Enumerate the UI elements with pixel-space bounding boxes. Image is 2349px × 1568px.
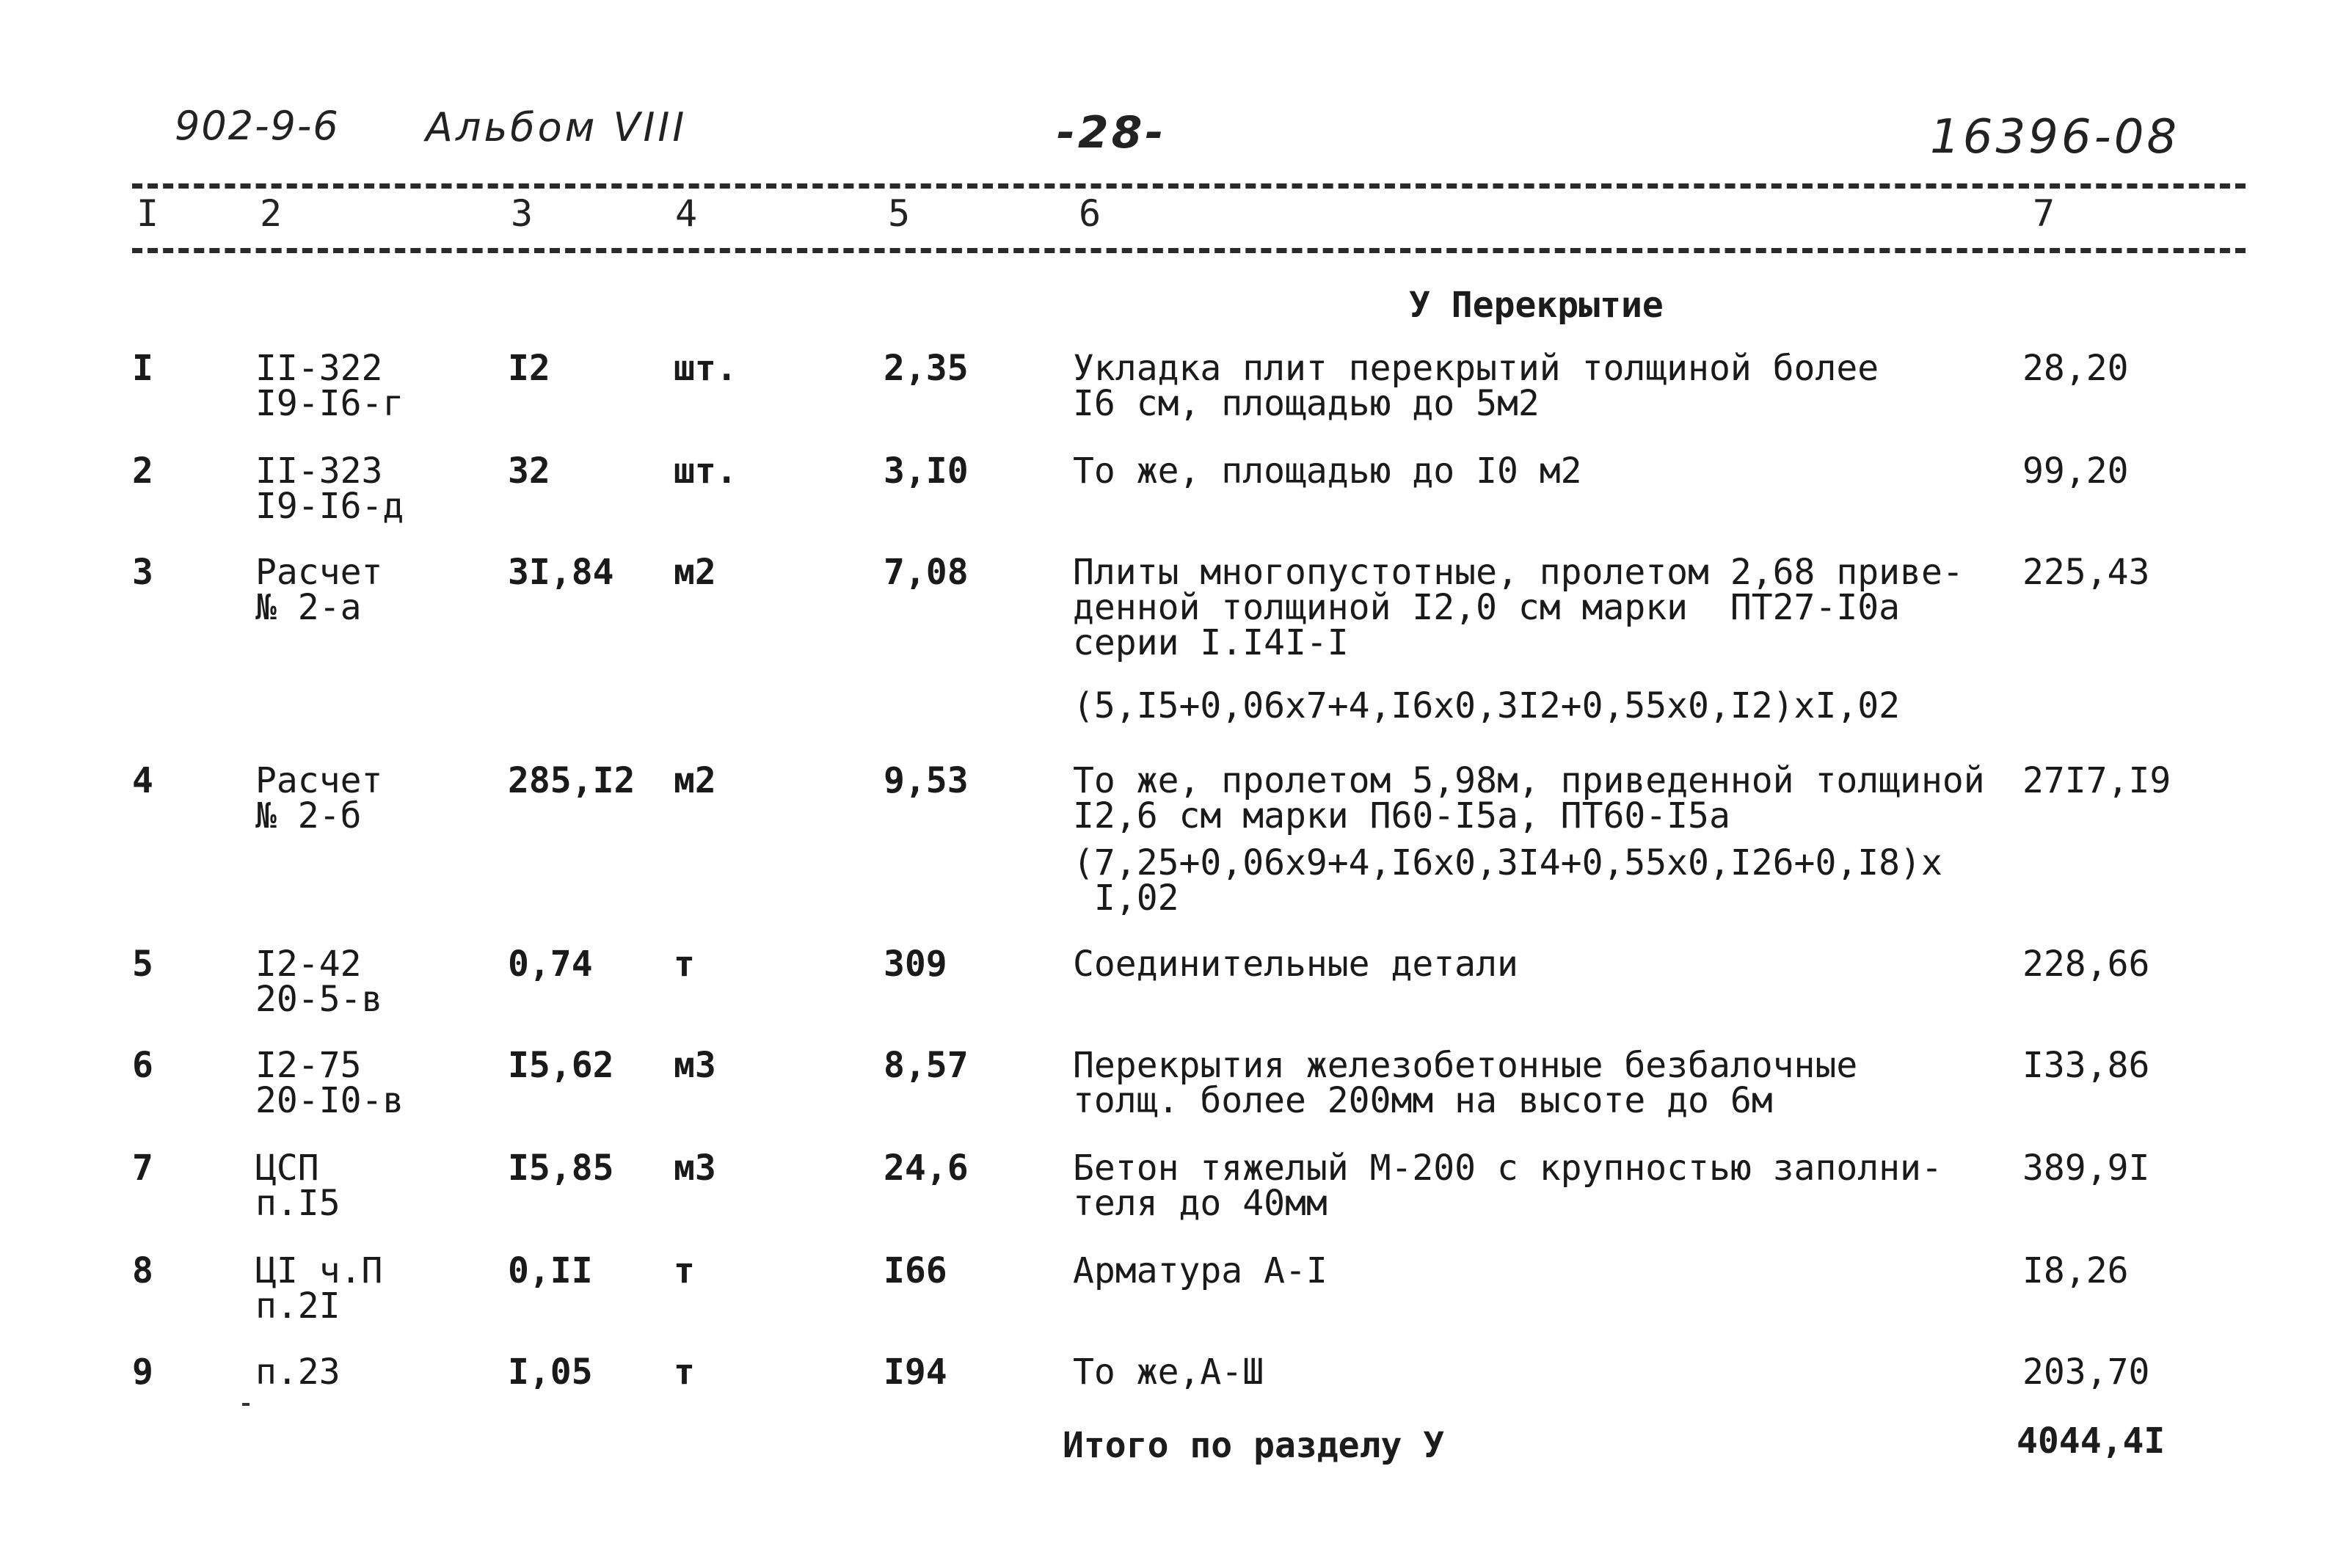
quantity: I2: [508, 348, 550, 389]
row-number: 8: [132, 1250, 153, 1291]
unit: т: [674, 1352, 695, 1393]
unit: м2: [674, 552, 716, 593]
unit-price: 2,35: [884, 348, 969, 389]
column-header-4: 4: [675, 192, 698, 235]
row-total: 228,66: [2022, 944, 2150, 985]
work-description: То же, площадью до I0 м2: [1073, 451, 1582, 492]
work-description: То же, пролетом 5,98м, приведенной толщиной I2,6 см марки П60-I5а, ПТ60-I5а: [1073, 760, 1985, 836]
column-header-6: 6: [1079, 192, 1101, 235]
total-value: 4044,4I: [2017, 1421, 2166, 1462]
unit-price: I94: [884, 1352, 947, 1393]
unit: шт.: [674, 348, 738, 389]
norm-code: ЦI ч.П п.2I: [255, 1250, 383, 1327]
row-number: 6: [132, 1045, 153, 1086]
calc-formula: (7,25+0,06х9+4,I6х0,3I4+0,55х0,I26+0,I8)х I,02: [1073, 842, 1942, 919]
calc-formula: (5,I5+0,06х7+4,I6х0,3I2+0,55х0,I2)хI,02: [1073, 685, 1901, 726]
row-total: 203,70: [2022, 1352, 2150, 1393]
norm-code: I2-75 20-I0-в: [255, 1045, 404, 1121]
row-total: 225,43: [2022, 552, 2150, 593]
quantity: I5,62: [508, 1045, 614, 1086]
page-number: -28-: [1057, 107, 1167, 158]
column-header-2: 2: [260, 192, 283, 235]
column-header-1: I: [136, 192, 159, 235]
work-description: Плиты многопустотные, пролетом 2,68 приве- денной толщиной I2,0 см марки ПТ27-I0а серии I.I4I-I: [1073, 552, 1964, 663]
work-description: Бетон тяжелый М-200 с крупностью заполни- теля до 40мм: [1073, 1148, 1942, 1224]
row-total: 99,20: [2022, 451, 2129, 492]
quantity: 3I,84: [508, 552, 614, 593]
norm-code: II-323 I9-I6-д: [255, 451, 404, 527]
header-rule-top: [132, 183, 2246, 189]
quantity: 0,II: [508, 1250, 593, 1291]
album-label: Альбом VIII: [426, 104, 688, 150]
quantity: 0,74: [508, 944, 593, 985]
document-number: 16396-08: [1930, 110, 2180, 164]
unit-price: 7,08: [884, 552, 969, 593]
work-description: Перекрытия железобетонные безбалочные толщ. более 200мм на высоте до 6м: [1073, 1045, 1858, 1121]
row-total: 27I7,I9: [2022, 760, 2171, 801]
document-code: 902-9-6: [175, 103, 340, 149]
unit: шт.: [674, 451, 738, 492]
row-number: 3: [132, 552, 153, 593]
norm-code: II-322 I9-I6-г: [255, 348, 404, 424]
unit-price: 309: [884, 944, 947, 985]
unit: м3: [674, 1045, 716, 1086]
quantity: 32: [508, 451, 550, 492]
row-total: I33,86: [2022, 1045, 2150, 1086]
unit: м3: [674, 1148, 716, 1189]
work-description: Арматура А-I: [1073, 1250, 1328, 1291]
row-total: 389,9I: [2022, 1148, 2150, 1189]
unit-price: 9,53: [884, 760, 969, 801]
unit-price: 24,6: [884, 1148, 969, 1189]
row-number: 5: [132, 944, 153, 985]
quantity: I5,85: [508, 1148, 614, 1189]
work-description: Соединительные детали: [1073, 944, 1518, 985]
row-total: I8,26: [2022, 1250, 2129, 1291]
ink-mark: [242, 1403, 250, 1406]
row-number: 4: [132, 760, 153, 801]
header-rule-bottom: [132, 248, 2246, 253]
row-number: 9: [132, 1352, 153, 1393]
work-description: То же,А-Ш: [1073, 1352, 1264, 1393]
norm-code: Расчет № 2-б: [255, 760, 383, 836]
norm-code: ЦСП п.I5: [255, 1148, 340, 1224]
norm-code: I2-42 20-5-в: [255, 944, 383, 1020]
row-number: I: [132, 348, 153, 389]
row-number: 2: [132, 451, 153, 492]
column-header-7: 7: [2033, 192, 2055, 235]
row-number: 7: [132, 1148, 153, 1189]
work-description: Укладка плит перекрытий толщиной более I6 см, площадью до 5м2: [1073, 348, 1879, 424]
norm-code: п.23: [255, 1352, 340, 1393]
quantity: I,05: [508, 1352, 593, 1393]
total-label: Итого по разделу У: [1063, 1425, 1445, 1466]
section-title: У Перекрытие: [1409, 285, 1664, 326]
unit-price: 3,I0: [884, 451, 969, 492]
unit-price: 8,57: [884, 1045, 969, 1086]
column-header-3: 3: [511, 192, 533, 235]
column-header-5: 5: [888, 192, 911, 235]
unit: т: [674, 944, 695, 985]
row-total: 28,20: [2022, 348, 2129, 389]
unit: т: [674, 1250, 695, 1291]
norm-code: Расчет № 2-а: [255, 552, 383, 628]
quantity: 285,I2: [508, 760, 635, 801]
unit-price: I66: [884, 1250, 947, 1291]
unit: м2: [674, 760, 716, 801]
